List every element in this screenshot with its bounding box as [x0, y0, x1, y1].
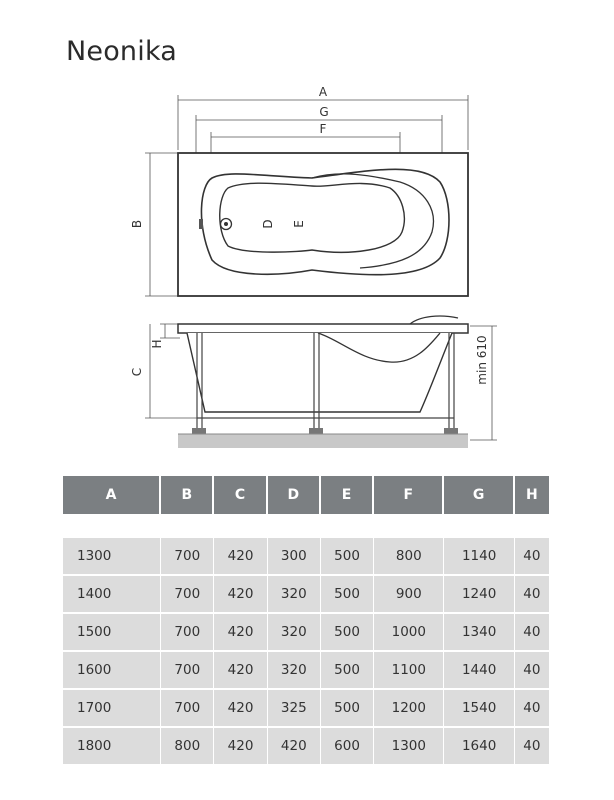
page-title: Neonika — [66, 36, 178, 67]
table-cell: 320 — [268, 574, 321, 612]
table-cell: 420 — [268, 726, 321, 764]
column-header: C — [214, 476, 267, 514]
label-f: F — [319, 122, 327, 136]
table-cell: 40 — [515, 688, 549, 726]
tub-side-view — [178, 316, 468, 448]
table-row — [63, 650, 549, 688]
table-cell: 1200 — [374, 688, 444, 726]
table-cell: 1700 — [63, 688, 161, 726]
column-header: F — [374, 476, 444, 514]
table-cell: 1300 — [374, 726, 444, 764]
tub-top-view — [178, 153, 468, 296]
label-c: C — [130, 367, 144, 377]
column-header: D — [268, 476, 321, 514]
table-cell: 320 — [268, 612, 321, 650]
dimensions-table — [63, 476, 549, 764]
table-cell: 1540 — [444, 688, 514, 726]
table-cell: 420 — [214, 612, 267, 650]
table-cell: 700 — [161, 536, 214, 574]
table-cell: 1400 — [63, 574, 161, 612]
table-cell: 800 — [374, 536, 444, 574]
label-g: G — [319, 105, 329, 119]
table-cell: 1340 — [444, 612, 514, 650]
label-b: B — [130, 219, 144, 229]
table-cell: 40 — [515, 536, 549, 574]
table-cell: 500 — [321, 688, 374, 726]
column-header: B — [161, 476, 214, 514]
table-cell: 40 — [515, 650, 549, 688]
column-header: E — [321, 476, 374, 514]
table-row — [63, 536, 549, 574]
table-header-row — [63, 476, 549, 514]
table-cell: 800 — [161, 726, 214, 764]
table-cell: 420 — [214, 726, 267, 764]
table-cell: 700 — [161, 650, 214, 688]
column-header: G — [444, 476, 514, 514]
table-cell: 1800 — [63, 726, 161, 764]
column-header: A — [63, 476, 161, 514]
table-cell: 500 — [321, 536, 374, 574]
label-h: H — [150, 339, 164, 349]
label-a: A — [318, 85, 328, 99]
label-e: E — [292, 220, 306, 228]
table-cell: 600 — [321, 726, 374, 764]
table-row — [63, 574, 549, 612]
table-cell: 1140 — [444, 536, 514, 574]
table-cell: 40 — [515, 612, 549, 650]
table-cell: 500 — [321, 612, 374, 650]
table-cell: 1000 — [374, 612, 444, 650]
table-cell: 700 — [161, 574, 214, 612]
table-cell: 1640 — [444, 726, 514, 764]
table-row — [63, 726, 549, 764]
label-min-610: min 610 — [475, 335, 489, 385]
table-cell: 700 — [161, 688, 214, 726]
table-cell: 500 — [321, 574, 374, 612]
table-cell: 320 — [268, 650, 321, 688]
table-cell: 1440 — [444, 650, 514, 688]
table-cell: 420 — [214, 688, 267, 726]
label-d: D — [261, 219, 275, 229]
column-header: H — [515, 476, 549, 514]
table-cell: 500 — [321, 650, 374, 688]
table-cell: 420 — [214, 536, 267, 574]
table-cell: 1600 — [63, 650, 161, 688]
table-cell: 300 — [268, 536, 321, 574]
table-cell: 1240 — [444, 574, 514, 612]
table-cell: 40 — [515, 574, 549, 612]
table-cell: 1100 — [374, 650, 444, 688]
table-cell: 420 — [214, 574, 267, 612]
table-cell: 325 — [268, 688, 321, 726]
table-cell: 1300 — [63, 536, 161, 574]
table-cell: 700 — [161, 612, 214, 650]
table-cell: 900 — [374, 574, 444, 612]
table-cell: 40 — [515, 726, 549, 764]
table-row — [63, 612, 549, 650]
table-row — [63, 688, 549, 726]
table-cell: 1500 — [63, 612, 161, 650]
table-cell: 420 — [214, 650, 267, 688]
